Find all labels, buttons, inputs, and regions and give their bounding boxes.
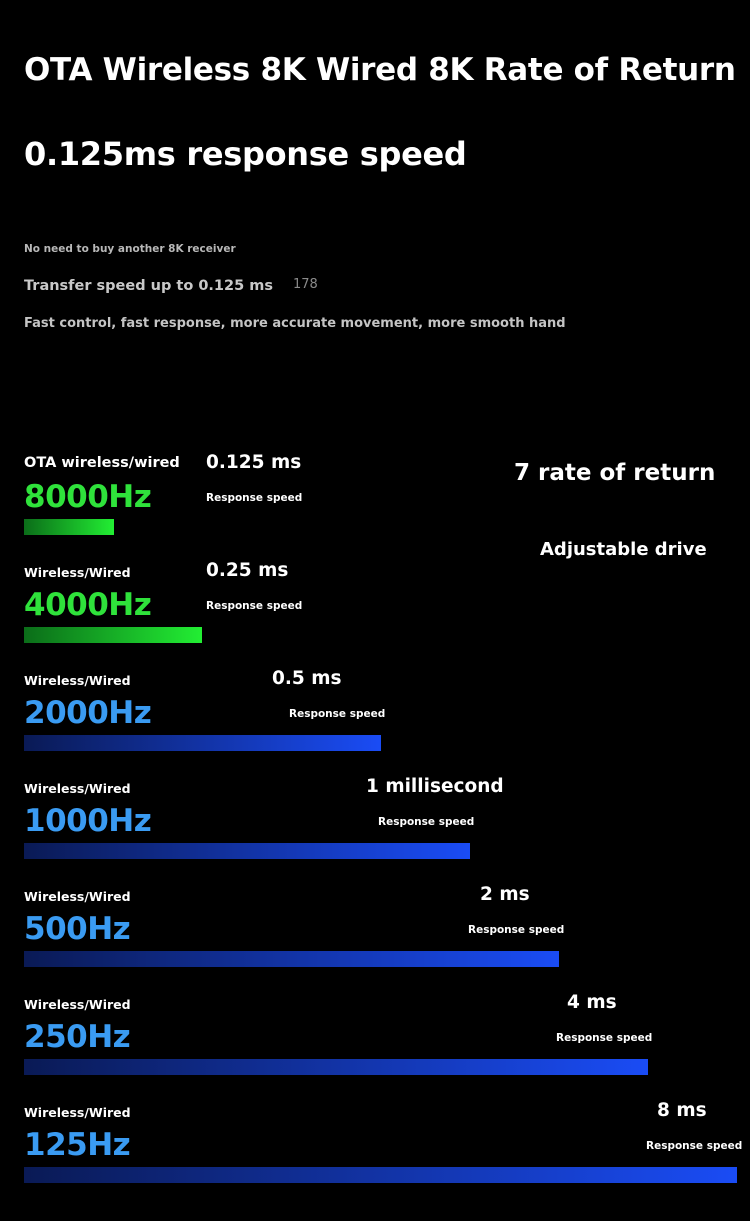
response-bar-4000hz: [24, 627, 202, 643]
control-note: Fast control, fast response, more accurate movement, more smooth hand: [24, 316, 566, 331]
response-bar-1000hz: [24, 843, 470, 859]
response-time-label: 1 millisecond: [366, 776, 504, 797]
response-bar-250hz: [24, 1059, 648, 1075]
rate-label: 1000Hz: [24, 803, 152, 839]
receiver-note: No need to buy another 8K receiver: [24, 243, 236, 255]
response-time-label: 2 ms: [480, 884, 530, 905]
response-time-label: 8 ms: [657, 1100, 707, 1121]
transfer-note: Transfer speed up to 0.125 ms: [24, 278, 273, 294]
response-speed-label: Response speed: [289, 708, 386, 720]
response-time-label: 0.5 ms: [272, 668, 342, 689]
response-bar-2000hz: [24, 735, 381, 751]
adjustable-drive-label: Adjustable drive: [540, 539, 707, 560]
response-time-label: 0.25 ms: [206, 560, 289, 581]
rate-label: 4000Hz: [24, 587, 152, 623]
response-speed-label: Response speed: [206, 492, 303, 504]
response-speed-label: Response speed: [378, 816, 475, 828]
mode-label: Wireless/Wired: [24, 997, 131, 1012]
mode-label: Wireless/Wired: [24, 1105, 131, 1120]
transfer-number: 178: [293, 277, 318, 292]
mode-label: Wireless/Wired: [24, 889, 131, 904]
mode-label: Wireless/Wired: [24, 565, 131, 580]
rate-of-return-label: 7 rate of return: [514, 460, 716, 486]
rate-label: 2000Hz: [24, 695, 152, 731]
response-bar-125hz: [24, 1167, 737, 1183]
response-time-label: 4 ms: [567, 992, 617, 1013]
response-speed-label: Response speed: [468, 924, 565, 936]
mode-label: Wireless/Wired: [24, 673, 131, 688]
page-subtitle: 0.125ms response speed: [24, 135, 467, 173]
mode-label: OTA wireless/wired: [24, 455, 180, 471]
response-speed-label: Response speed: [646, 1140, 743, 1152]
response-speed-label: Response speed: [206, 600, 303, 612]
response-bar-500hz: [24, 951, 559, 967]
mode-label: Wireless/Wired: [24, 781, 131, 796]
rate-label: 250Hz: [24, 1019, 131, 1055]
page-title: OTA Wireless 8K Wired 8K Rate of Return: [24, 52, 736, 88]
rate-label: 8000Hz: [24, 479, 152, 515]
rate-label: 500Hz: [24, 911, 131, 947]
rate-label: 125Hz: [24, 1127, 131, 1163]
response-speed-label: Response speed: [556, 1032, 653, 1044]
response-time-label: 0.125 ms: [206, 452, 302, 473]
response-bar-8000hz: [24, 519, 114, 535]
